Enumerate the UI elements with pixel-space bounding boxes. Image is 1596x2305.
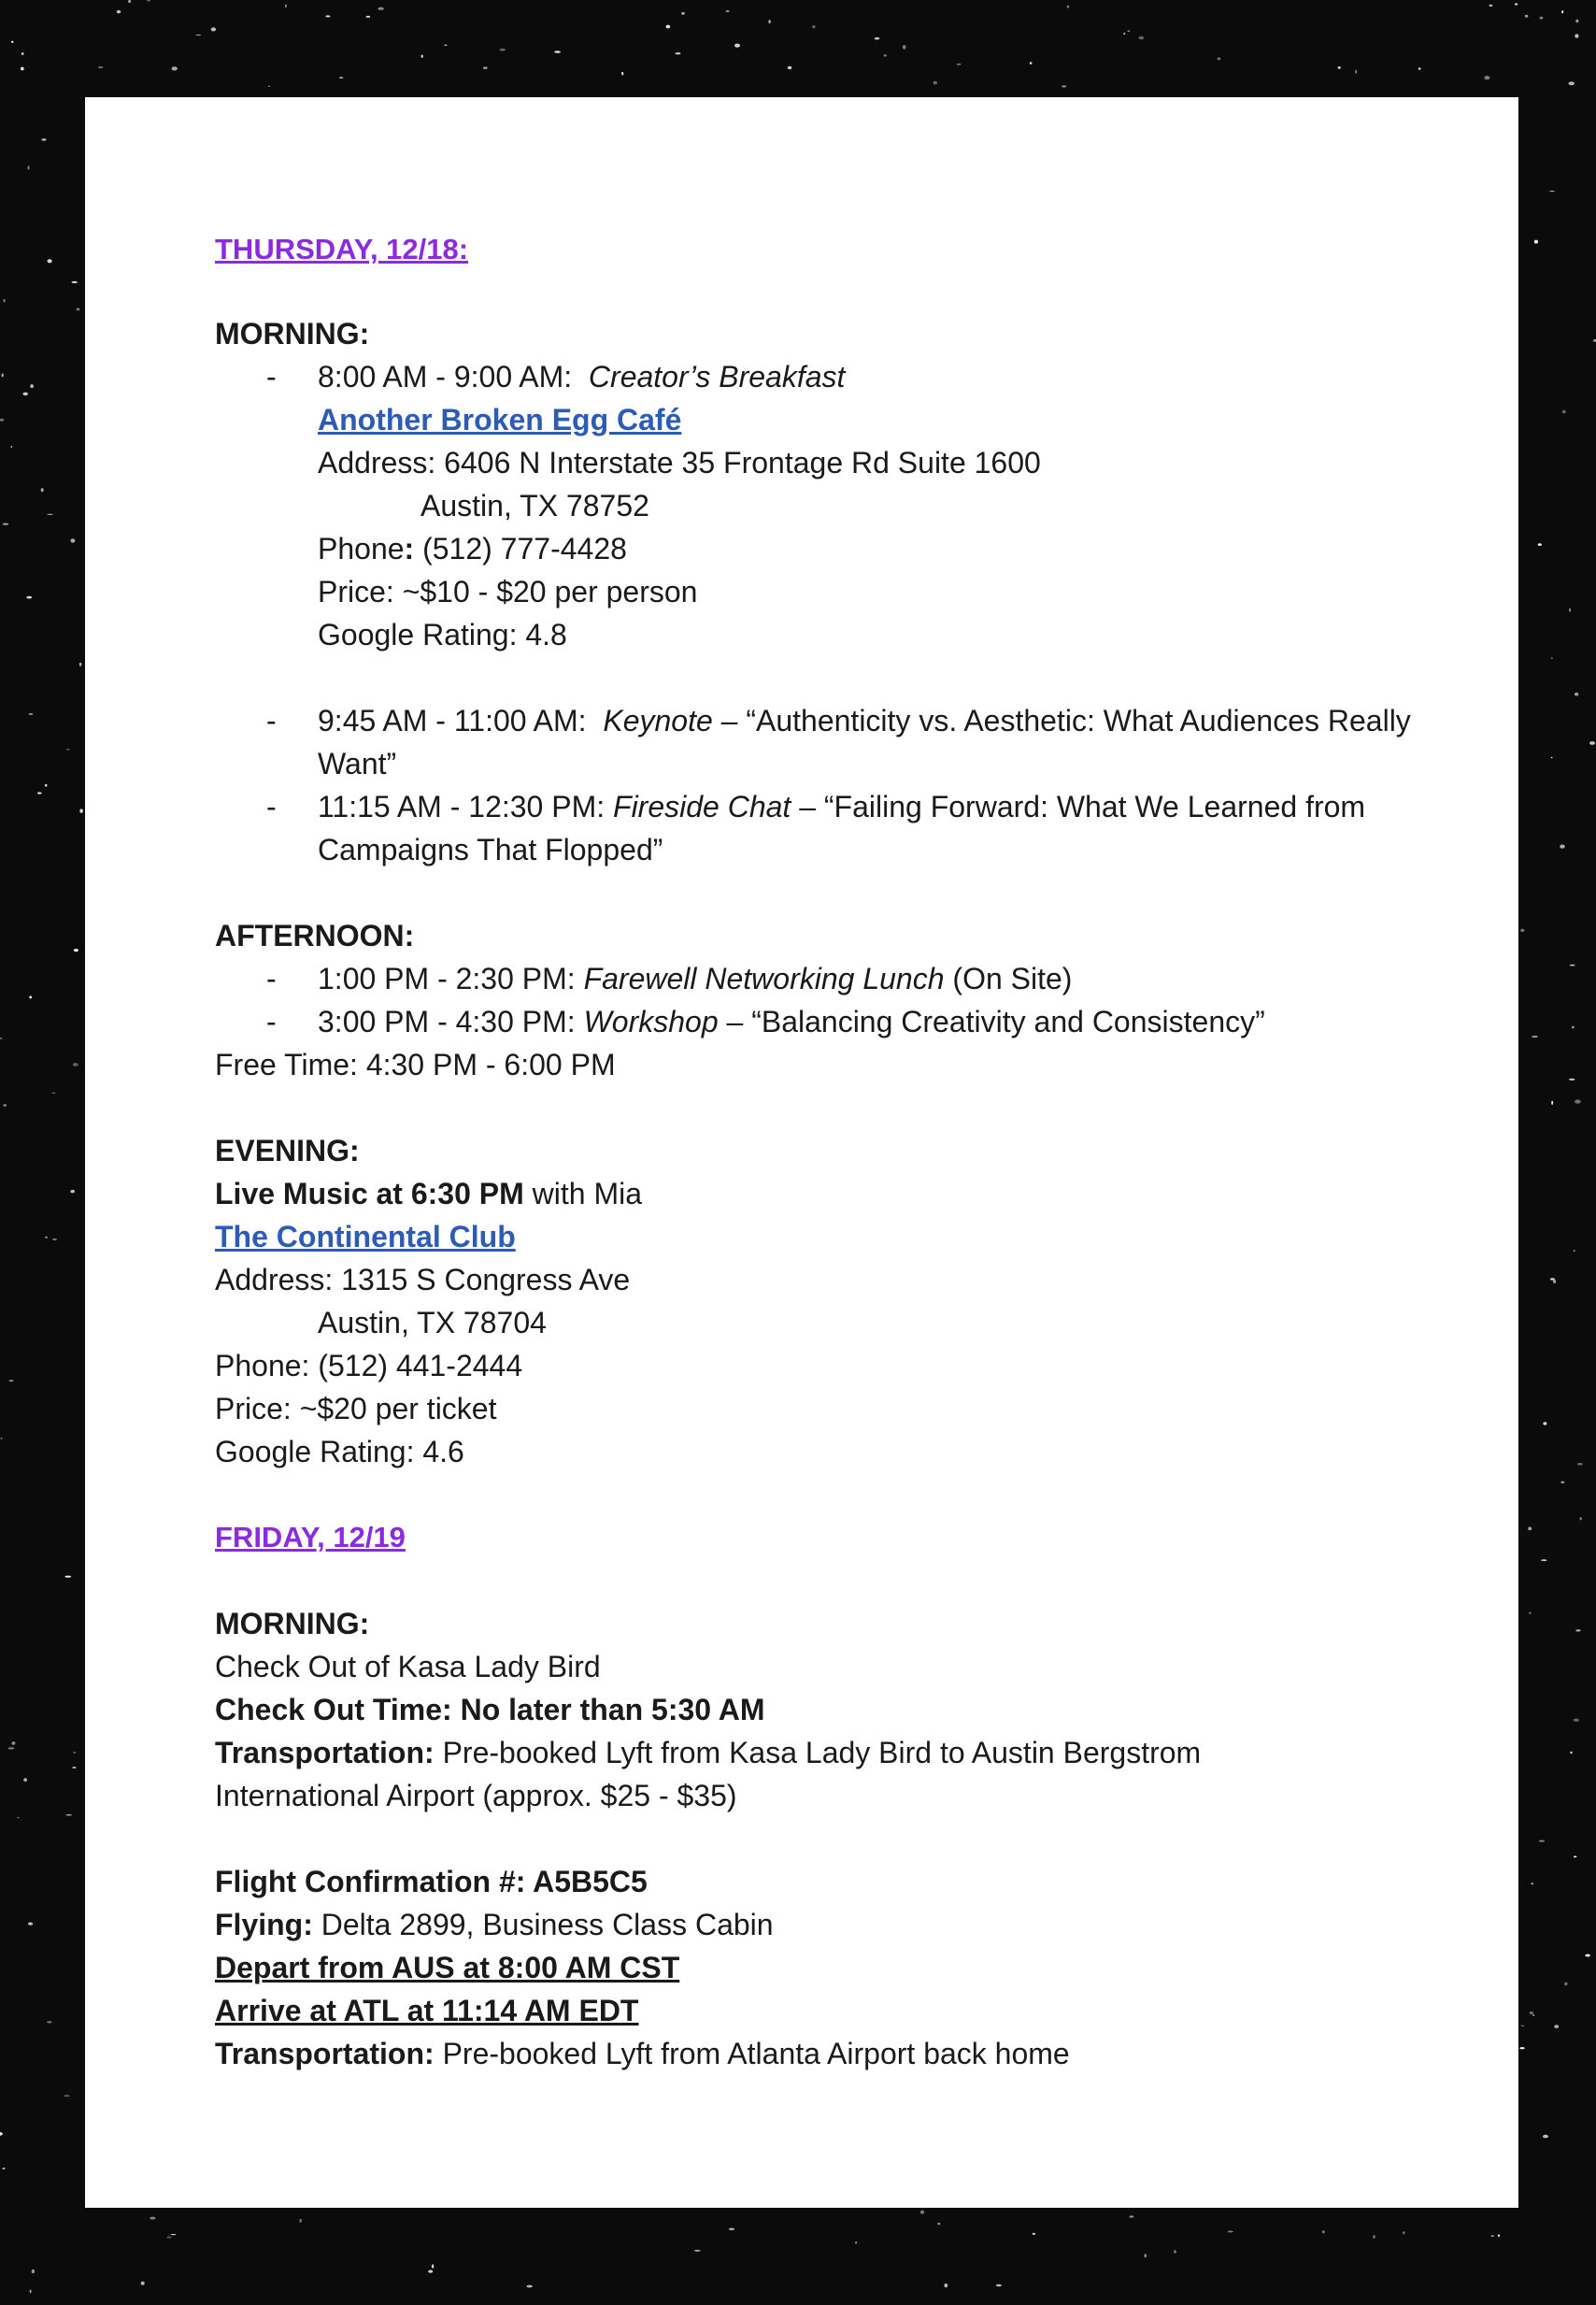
workshop-type: Workshop — [583, 1005, 719, 1038]
lunch-time: 1:00 PM - 2:30 PM: — [318, 962, 576, 995]
transport-label: Transportation: — [215, 1736, 435, 1769]
checkout: Check Out of Kasa Lady Bird — [215, 1650, 601, 1683]
breakfast-address — [318, 441, 1041, 484]
live-music-artist: with Mia — [532, 1177, 643, 1210]
fireside-item — [318, 785, 1411, 871]
keynote-type: Keynote — [603, 704, 713, 737]
breakfast-address-line1: 6406 N Interstate 35 Frontage Rd Suite 1600 — [444, 446, 1041, 480]
arrive-info: Arrive at ATL at 11:14 AM EDT — [215, 1994, 639, 2027]
breakfast-address-line2: Austin, TX 78752 — [420, 489, 649, 523]
club-price: Price: ~$20 per ticket — [215, 1392, 497, 1425]
breakfast-phone-label: Phone — [318, 532, 405, 566]
keynote-time: 9:45 AM - 11:00 AM: — [318, 704, 587, 737]
home-transport-text: Pre-booked Lyft from Atlanta Airport back home — [442, 2037, 1070, 2070]
flying-label: Flying: — [215, 1908, 313, 1941]
breakfast-address-label: Address: — [318, 446, 436, 480]
fireside-time: 11:15 AM - 12:30 PM: — [318, 790, 606, 823]
breakfast-rating: Google Rating: 4.8 — [318, 618, 567, 651]
fireside-title: – “Failing Forward: What We Learned from Campaigns That Flopped” — [318, 790, 1366, 866]
friday-morning-heading: MORNING: — [215, 1607, 370, 1640]
breakfast-phone-colon: : — [404, 532, 415, 566]
club-phone: Phone: (512) 441-2444 — [215, 1349, 523, 1382]
lunch-title: Farewell Networking Lunch — [583, 962, 945, 995]
bullet-dash: - — [266, 1005, 277, 1038]
friday-heading: FRIDAY, 12/19 — [215, 1521, 406, 1553]
workshop-title: – “Balancing Creativity and Consistency” — [726, 1005, 1265, 1038]
airport-transport — [215, 1731, 1280, 1817]
transport-text: Pre-booked Lyft from Kasa Lady Bird to Austin Bergstrom International Airport (approx. $25 - $35) — [215, 1736, 1202, 1812]
breakfast-venue-link[interactable]: Another Broken Egg Café — [318, 403, 682, 437]
club-address-line1: Address: 1315 S Congress Ave — [215, 1263, 631, 1296]
bullet-dash: - — [266, 704, 277, 737]
club-rating: Google Rating: 4.6 — [215, 1435, 464, 1468]
breakfast-time: 8:00 AM - 9:00 AM: — [318, 360, 573, 394]
thursday-afternoon-heading: AFTERNOON: — [215, 919, 415, 952]
workshop-time: 3:00 PM - 4:30 PM: — [318, 1005, 576, 1038]
thursday-evening-heading: EVENING: — [215, 1134, 360, 1167]
lunch-note: (On Site) — [952, 962, 1073, 995]
continental-club-link[interactable]: The Continental Club — [215, 1220, 516, 1253]
bullet-dash: - — [266, 360, 277, 394]
live-music-time: Live Music at 6:30 PM — [215, 1177, 524, 1210]
lunch-item — [318, 957, 1072, 1000]
live-music — [215, 1172, 642, 1215]
flight-confirmation: Flight Confirmation #: A5B5C5 — [215, 1865, 648, 1898]
depart-info: Depart from AUS at 8:00 AM CST — [215, 1951, 680, 1984]
breakfast-time-title — [318, 355, 845, 398]
fireside-type: Fireside Chat — [613, 790, 791, 823]
free-time: Free Time: 4:30 PM - 6:00 PM — [215, 1048, 616, 1081]
bullet-dash: - — [266, 790, 277, 823]
flying-text: Delta 2899, Business Class Cabin — [321, 1908, 774, 1941]
flight-info — [215, 1903, 774, 1946]
keynote-title: – “Authenticity vs. Aesthetic: What Audiences Really Want” — [318, 704, 1411, 780]
breakfast-phone — [318, 527, 627, 570]
thursday-heading: THURSDAY, 12/18: — [215, 233, 469, 265]
home-transport — [215, 2032, 1070, 2075]
keynote-item — [318, 699, 1411, 785]
bullet-dash: - — [266, 962, 277, 995]
club-address-line2: Austin, TX 78704 — [318, 1306, 547, 1339]
thursday-morning-heading: MORNING: — [215, 317, 370, 351]
itinerary-page — [85, 97, 1518, 2208]
workshop-item — [318, 1000, 1265, 1043]
home-transport-label: Transportation: — [215, 2037, 435, 2070]
breakfast-price: Price: ~$10 - $20 per person — [318, 575, 698, 608]
checkout-time: Check Out Time: No later than 5:30 AM — [215, 1693, 765, 1726]
breakfast-phone-number: (512) 777-4428 — [422, 532, 627, 566]
breakfast-title: Creator’s Breakfast — [588, 360, 846, 394]
